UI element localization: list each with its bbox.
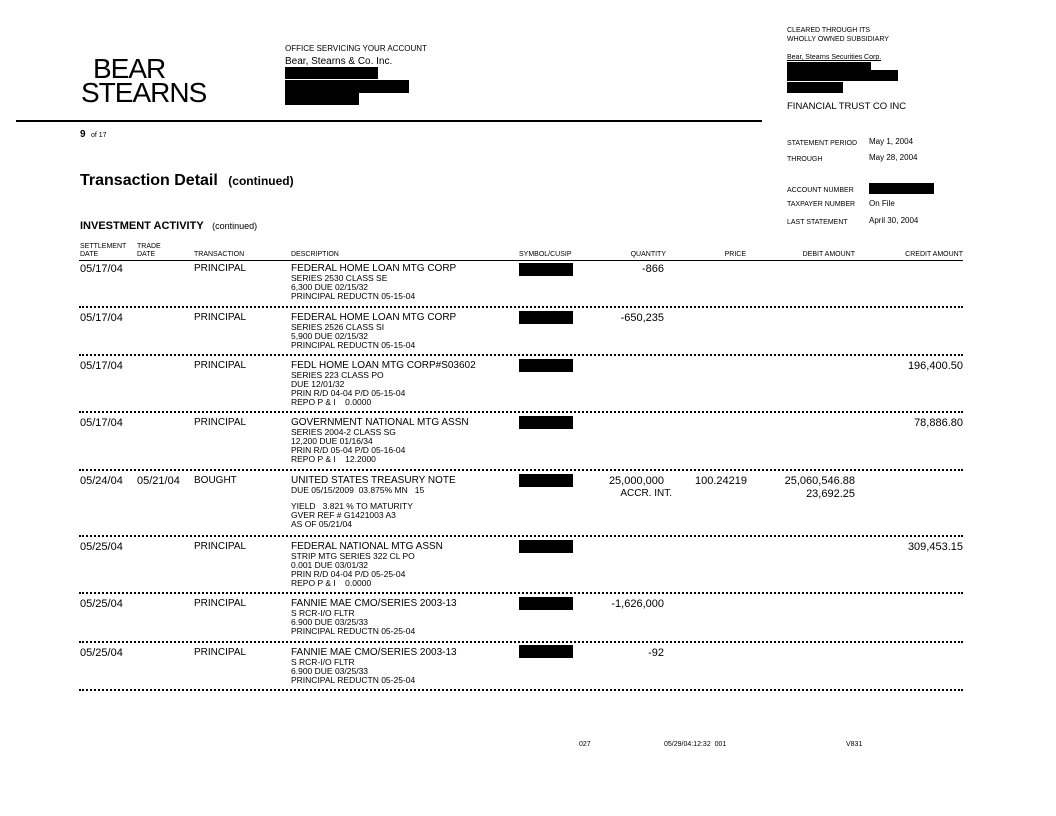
- redaction-bar: [285, 93, 359, 105]
- quantity: -1,626,000: [611, 598, 664, 610]
- logo-line2: STEARNS: [81, 77, 207, 108]
- settlement-date: 05/17/04: [80, 312, 123, 324]
- col-header-trade-1: TRADE: [137, 243, 161, 250]
- description-line: 0.001 DUE 03/01/32: [291, 560, 369, 570]
- description-line: DUE 05/15/2009 03.875% MN 15: [291, 485, 425, 495]
- col-header-quantity: QUANTITY: [630, 251, 666, 258]
- description-line: UNITED STATES TREASURY NOTE: [291, 475, 456, 486]
- col-header-settlement-2: DATE: [80, 251, 99, 258]
- cusip-redaction: [519, 311, 573, 324]
- cleared-line2: WHOLLY OWNED SUBSIDIARY: [787, 36, 889, 43]
- description-line: PRINCIPAL REDUCTN 05-15-04: [291, 340, 416, 350]
- office-name: Bear, Stearns & Co. Inc.: [285, 56, 393, 67]
- trade-date: 05/21/04: [137, 475, 180, 487]
- transaction-type: PRINCIPAL: [194, 360, 247, 371]
- section-subtitle-text: INVESTMENT ACTIVITY: [80, 220, 204, 232]
- quantity: -866: [641, 263, 664, 275]
- cusip-redaction: [519, 474, 573, 487]
- col-header-trade: [137, 243, 161, 259]
- description-line: SERIES 2526 CLASS SI: [291, 322, 385, 332]
- col-header-settlement: [80, 243, 126, 259]
- description-block: [291, 263, 456, 301]
- description-line: FEDL HOME LOAN MTG CORP#S03602: [291, 360, 476, 371]
- col-header-description: DESCRIPTION: [291, 251, 339, 258]
- cusip-redaction: [519, 416, 573, 429]
- quantity: -92: [648, 647, 664, 659]
- through-value: May 28, 2004: [869, 153, 918, 162]
- section-title-suffix: (continued): [228, 174, 294, 188]
- description-line: PRINCIPAL REDUCTN 05-25-04: [291, 675, 416, 685]
- quantity: 25,000,000: [608, 475, 664, 487]
- col-header-debit: DEBIT AMOUNT: [802, 251, 855, 258]
- redaction-bar: [285, 67, 378, 79]
- col-header-transaction: TRANSACTION: [194, 251, 245, 258]
- row-divider: [79, 592, 963, 594]
- description-line: PRIN R/D 05-04 P/D 05-16-04: [291, 445, 406, 455]
- settlement-date: 05/17/04: [80, 360, 123, 372]
- account-number-redaction: [869, 183, 934, 194]
- description-line: REPO P & I 12.2000: [291, 454, 376, 464]
- section-title-text: Transaction Detail: [80, 172, 218, 189]
- section-title: [80, 172, 294, 190]
- client-name: FINANCIAL TRUST CO INC: [787, 101, 907, 112]
- section-subtitle: [80, 216, 257, 234]
- statement-period-label: STATEMENT PERIOD: [787, 140, 858, 147]
- through-label: THROUGH: [787, 156, 823, 163]
- footer-timestamp: 05/29/04:12:32 001: [664, 741, 727, 748]
- col-header-settlement-1: SETTLEMENT: [80, 243, 127, 250]
- description-line: 12,200 DUE 01/16/34: [291, 436, 373, 446]
- row-divider: [79, 354, 963, 356]
- redaction-bar: [787, 82, 843, 93]
- description-line: GVER REF # G1421003 A3: [291, 510, 396, 520]
- description-line: 6.900 DUE 03/25/33: [291, 666, 369, 676]
- taxpayer-label: TAXPAYER NUMBER: [787, 201, 856, 208]
- settlement-date: 05/24/04: [80, 475, 123, 487]
- description-line: FANNIE MAE CMO/SERIES 2003-13: [291, 598, 457, 609]
- last-statement-label: LAST STATEMENT: [787, 219, 848, 226]
- description-line: GOVERNMENT NATIONAL MTG ASSN: [291, 417, 469, 428]
- credit-amount: 309,453.15: [907, 541, 963, 553]
- description-line: PRINCIPAL REDUCTN 05-25-04: [291, 626, 416, 636]
- settlement-date: 05/17/04: [80, 417, 123, 429]
- quantity: -650,235: [620, 312, 664, 324]
- description-line: FEDERAL HOME LOAN MTG CORP: [291, 312, 457, 323]
- cusip-redaction: [519, 645, 573, 658]
- settlement-date: 05/17/04: [80, 263, 123, 275]
- description-line: STRIP MTG SERIES 322 CL PO: [291, 551, 415, 561]
- cleared-name: Bear, Stearns Securities Corp.: [787, 54, 882, 61]
- debit-amount-secondary: 23,692.25: [806, 488, 855, 500]
- price: 100.24219: [695, 475, 747, 487]
- description-line: REPO P & I 0.0000: [291, 578, 372, 588]
- description-block: [291, 417, 469, 464]
- col-header-symbol: SYMBOL/CUSIP: [519, 251, 572, 258]
- transaction-type: PRINCIPAL: [194, 598, 247, 609]
- description-line: SERIES 2530 CLASS SE: [291, 273, 388, 283]
- transaction-type: PRINCIPAL: [194, 541, 247, 552]
- description-line: PRIN R/D 04-04 P/D 05-15-04: [291, 388, 406, 398]
- credit-amount: 196,400.50: [907, 360, 963, 372]
- description-line: AS OF 05/21/04: [291, 519, 352, 529]
- description-line: FEDERAL NATIONAL MTG ASSN: [291, 541, 443, 552]
- description-block: [291, 360, 476, 407]
- last-statement-value: April 30, 2004: [869, 216, 919, 225]
- description-block: [291, 475, 456, 529]
- statement-period-value: May 1, 2004: [869, 137, 914, 146]
- account-number-label: ACCOUNT NUMBER: [787, 187, 854, 194]
- description-block: [291, 312, 456, 350]
- settlement-date: 05/25/04: [80, 598, 123, 610]
- redaction-bar: [787, 62, 871, 70]
- description-line: YIELD 3.821 % TO MATURITY: [291, 501, 413, 511]
- description-line: PRINCIPAL REDUCTN 05-15-04: [291, 291, 416, 301]
- description-line: SERIES 2004-2 CLASS SG: [291, 427, 396, 437]
- description-line: FEDERAL HOME LOAN MTG CORP: [291, 263, 457, 274]
- cusip-redaction: [519, 263, 573, 276]
- logo-line1: BEAR: [93, 53, 166, 84]
- debit-amount: 25,060,546.88: [784, 475, 855, 487]
- quantity-note: ACCR. INT.: [620, 488, 672, 499]
- cleared-line1: CLEARED THROUGH ITS: [787, 27, 871, 34]
- col-header-price: PRICE: [724, 251, 746, 258]
- header-divider: [16, 120, 762, 122]
- row-divider: [79, 535, 963, 537]
- column-header-rule: [79, 260, 963, 261]
- description-line: DUE 12/01/32: [291, 379, 345, 389]
- description-line: REPO P & I 0.0000: [291, 397, 372, 407]
- cusip-redaction: [519, 597, 573, 610]
- footer-version: V831: [846, 741, 863, 748]
- description-block: [291, 598, 457, 636]
- redaction-bar: [285, 80, 409, 93]
- bear-stearns-logo: [81, 53, 207, 108]
- description-line: PRIN R/D 04-04 P/D 05-25-04: [291, 569, 406, 579]
- transaction-type: PRINCIPAL: [194, 647, 247, 658]
- description-block: [291, 647, 457, 685]
- redaction-bar: [787, 70, 898, 81]
- transaction-type: BOUGHT: [194, 475, 237, 486]
- transaction-type: PRINCIPAL: [194, 312, 247, 323]
- description-line: S RCR-I/O FLTR: [291, 608, 355, 618]
- settlement-date: 05/25/04: [80, 541, 123, 553]
- transaction-type: PRINCIPAL: [194, 417, 247, 428]
- description-line: 6,300 DUE 02/15/32: [291, 282, 369, 292]
- settlement-date: 05/25/04: [80, 647, 123, 659]
- description-line: 6.900 DUE 03/25/33: [291, 617, 369, 627]
- description-line: FANNIE MAE CMO/SERIES 2003-13: [291, 647, 457, 658]
- cusip-redaction: [519, 540, 573, 553]
- row-divider: [79, 411, 963, 413]
- cusip-redaction: [519, 359, 573, 372]
- row-divider: [79, 306, 963, 308]
- taxpayer-value: On File: [869, 199, 895, 208]
- description-block: [291, 541, 443, 588]
- page-number: 9: [80, 129, 86, 140]
- transaction-type: PRINCIPAL: [194, 263, 247, 274]
- section-subtitle-suffix: (continued): [212, 221, 258, 231]
- description-line: 5,900 DUE 02/15/32: [291, 331, 369, 341]
- col-header-trade-2: DATE: [137, 251, 156, 258]
- page-of: of 17: [91, 132, 107, 139]
- description-line: SERIES 223 CLASS PO: [291, 370, 384, 380]
- office-label: OFFICE SERVICING YOUR ACCOUNT: [285, 44, 427, 53]
- col-header-credit: CREDIT AMOUNT: [905, 251, 963, 258]
- footer-code: 027: [579, 741, 591, 748]
- row-divider: [79, 469, 963, 471]
- row-divider: [79, 641, 963, 643]
- credit-amount: 78,886.80: [914, 417, 963, 429]
- description-line: S RCR-I/O FLTR: [291, 657, 355, 667]
- row-divider: [79, 689, 963, 691]
